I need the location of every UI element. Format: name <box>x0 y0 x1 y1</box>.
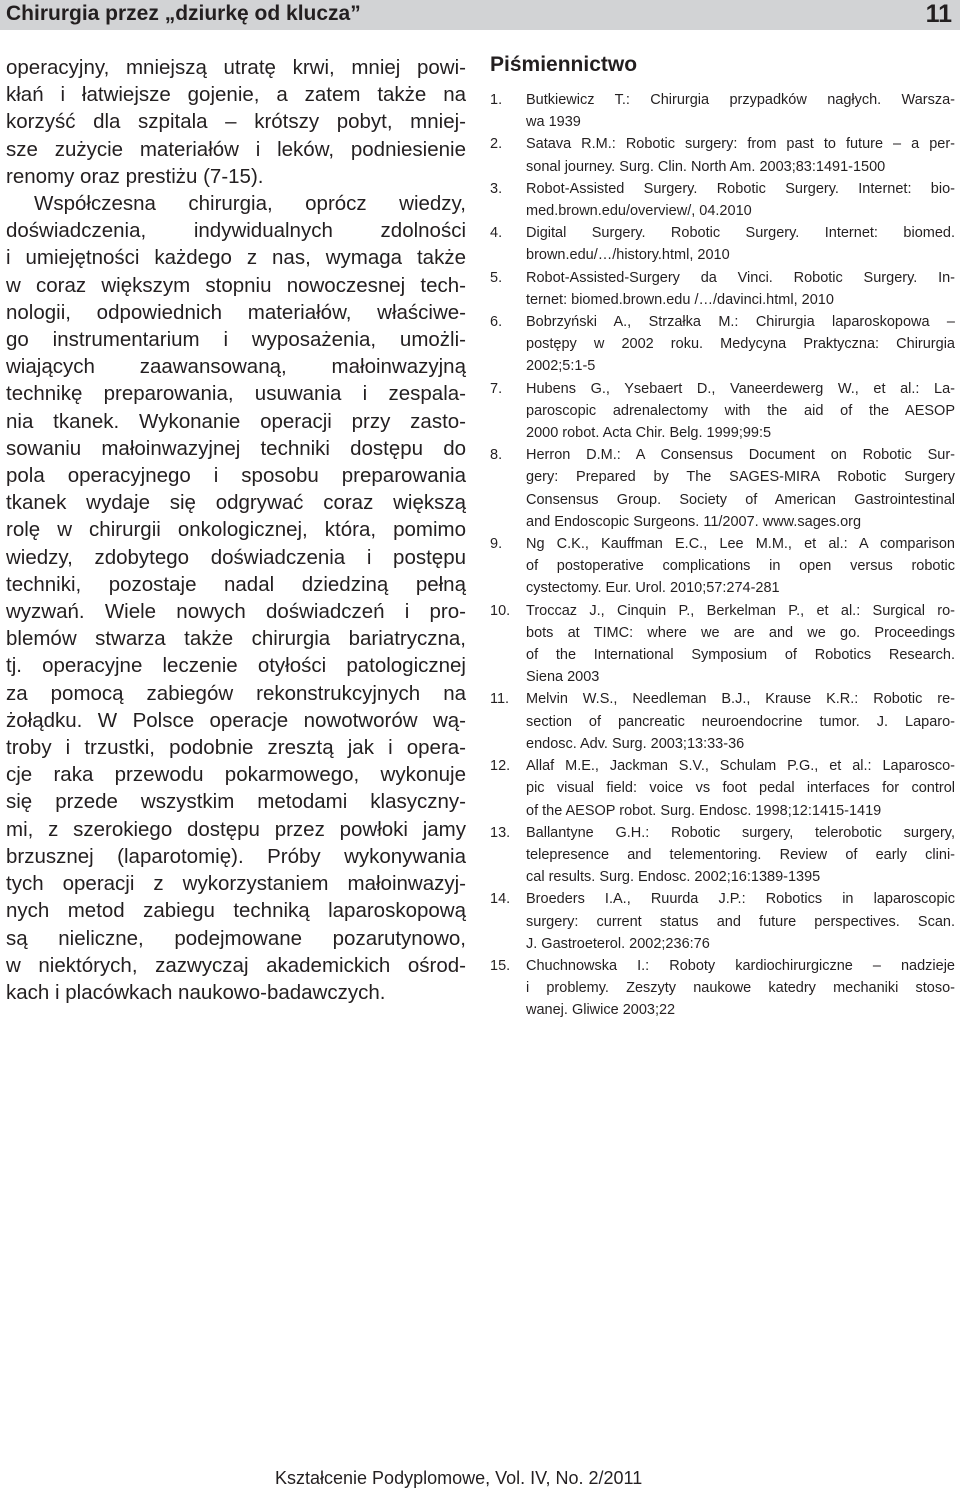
reference-item <box>490 378 955 445</box>
reference-item <box>490 222 955 266</box>
reference-text-line: gery: Prepared by The SAGES-MIRA Robotic Surgery <box>526 469 955 486</box>
reference-text-line: Satava R.M.: Robotic surgery: from past to future – a per- <box>526 136 955 153</box>
body-text-line: za pomocą zabiegów rekonstrukcyjnych na <box>6 681 466 705</box>
reference-number: 2. <box>490 136 503 153</box>
body-text-column <box>6 54 466 1006</box>
reference-text-line: Butkiewicz T.: Chirurgia przypadków nagłych. Warsza- <box>526 92 955 108</box>
reference-text-line: i problemy. Zeszyty naukowe katedry mechaniki stoso- <box>526 980 955 997</box>
reference-text-line: Chuchnowska I.: Roboty kardiochirurgiczne – nadzieje <box>526 957 955 974</box>
body-text-line: sze zużycie materiałów i leków, podniesienie <box>6 137 466 161</box>
reference-text-line: Siena 2003 <box>526 669 600 686</box>
body-text-line: się przede wszystkim metodami klasyczny- <box>6 790 466 814</box>
running-header-title: Chirurgia przez „dziurkę od klucza” <box>6 2 361 25</box>
running-header <box>0 0 960 30</box>
reference-text-line: Herron D.M.: A Consensus Document on Robotic Sur- <box>526 447 955 464</box>
reference-text-line: 2002;5:1-5 <box>526 358 596 375</box>
body-text-line: doświadczenia, indywidualnych zdolności <box>6 219 466 243</box>
reference-text-line: postępy w 2002 roku. Medycyna Praktyczna: Chirurgia <box>526 336 955 353</box>
body-text-line: w coraz większym stopniu nowoczesnej tech- <box>6 273 466 297</box>
reference-text-line: cal results. Surg. Endosc. 2002;16:1389-1395 <box>526 869 821 886</box>
reference-text-line: wanej. Gliwice 2003;22 <box>526 1002 676 1019</box>
reference-item <box>490 600 955 689</box>
body-text-line: kach i placówkach naukowo-badawczych. <box>6 980 386 1004</box>
reference-text-line: Ballantyne G.H.: Robotic surgery, telerobotic surgery, <box>526 824 955 841</box>
reference-text-line: Hubens G., Ysebaert D., Vaneerdewerg W., et al.: La- <box>526 380 955 397</box>
reference-text-line: Bobrzyński A., Strzałka M.: Chirurgia laparoskopowa – <box>526 314 955 331</box>
reference-text-line: surgery: current status and future perspectives. Scan. <box>526 913 955 930</box>
reference-text-line: Consensus Group. Society of American Gastrointestinal <box>526 491 955 508</box>
reference-text-line: cystectomy. Eur. Urol. 2010;57:274-281 <box>526 580 780 597</box>
reference-text-line: Broeders I.A., Ruurda J.P.: Robotics in laparoscopic <box>526 891 955 908</box>
reference-item <box>490 755 955 822</box>
reference-item <box>490 267 955 311</box>
reference-text-line: of the AESOP robot. Surg. Endosc. 1998;12:1415-1419 <box>526 802 882 819</box>
body-text-line: tj. operacyjne leczenie otyłości patologicznej <box>6 654 466 678</box>
reference-number: 10. <box>490 602 511 619</box>
body-text-line: mi, z szerokiego dostępu przez powłoki jamy <box>6 817 466 841</box>
reference-item <box>490 888 955 955</box>
reference-item <box>490 955 955 1022</box>
body-text-line: nych metod zabiegu techniką laparoskopową <box>6 899 466 923</box>
body-text-line: pola operacyjnego i sposobu preparowania <box>6 464 466 488</box>
reference-item <box>490 533 955 600</box>
body-text-line: i umiejętności każdego z nas, wymaga także <box>6 246 466 270</box>
reference-number: 9. <box>490 536 503 553</box>
reference-number: 1. <box>490 92 503 108</box>
reference-number: 11. <box>490 691 510 708</box>
reference-text-line: J. Gastroeterol. 2002;236:76 <box>526 935 710 952</box>
body-text-line: operacyjny, mniejszą utratę krwi, mniej powi- <box>6 56 466 79</box>
reference-item <box>490 822 955 889</box>
body-text-line: w niektórych, zazwyczaj akademickich ośrod- <box>6 953 466 977</box>
reference-text-line: and Endoscopic Surgeons. 11/2007. www.sages.org <box>526 513 862 530</box>
reference-item <box>490 178 955 222</box>
reference-item <box>490 133 955 177</box>
body-text-line: nia tkanek. Wykonanie operacji przy zasto- <box>6 409 466 433</box>
reference-text-line: endosc. Adv. Surg. 2003;13:33-36 <box>526 735 745 752</box>
reference-number: 14. <box>490 891 511 908</box>
reference-number: 13. <box>490 824 511 841</box>
journal-footer: Kształcenie Podyplomowe, Vol. IV, No. 2/2011 <box>275 1468 643 1488</box>
body-text-line: sowaniu małoinwazyjnej techniki dostępu do <box>6 436 466 460</box>
body-text-line: Współczesna chirurgia, oprócz wiedzy, <box>34 192 466 216</box>
reference-number: 4. <box>490 225 503 242</box>
reference-number: 15. <box>490 957 511 974</box>
body-text-line: cje raka przewodu pokarmowego, wykonuje <box>6 763 466 787</box>
reference-text-line: wa 1939 <box>526 114 581 131</box>
reference-text-line: Digital Surgery. Robotic Surgery. Internet: biomed. <box>526 225 955 242</box>
reference-text-line: of the International Symposium of Robotics Research. <box>526 647 955 664</box>
body-text-line: rolę w chirurgii onkologicznej, która, pomimo <box>6 518 466 542</box>
reference-text-line: ternet: biomed.brown.edu /…/davinci.html, 2010 <box>526 291 834 308</box>
reference-text-line: Robot-Assisted Surgery. Robotic Surgery. Internet: bio- <box>526 180 955 197</box>
body-text-line: techniki, pozostaje nadal dziedziną pełną <box>6 572 466 596</box>
reference-text-line: Melvin W.S., Needleman B.J., Krause K.R.: Robotic re- <box>526 691 955 708</box>
page-number: 11 <box>925 0 952 28</box>
reference-text-line: section of pancreatic neuroendocrine tumor. J. Laparo- <box>526 713 955 730</box>
reference-item <box>490 89 955 133</box>
body-text-line: żołądku. W Polsce operacje nowotworów wą- <box>6 708 466 732</box>
reference-number: 3. <box>490 180 503 197</box>
reference-text-line: pic visual field: voice vs foot pedal interfaces for control <box>526 780 955 797</box>
reference-number: 5. <box>490 269 503 286</box>
body-text-line: wyzwań. Wiele nowych doświadczeń i pro- <box>6 600 466 624</box>
reference-text-line: bots at TIMC: where we are and we go. Proceedings <box>526 624 955 641</box>
references-heading: Piśmiennictwo <box>490 53 638 76</box>
body-text-line: blemów stwarza także chirurgia bariatryczna, <box>6 627 466 651</box>
body-text-line: wiających zaawansowaną, małoinwazyjną <box>6 355 466 379</box>
body-text-line: go instrumentarium i wyposażenia, umożli- <box>6 328 466 352</box>
body-text-line: korzyść dla szpitala – krótszy pobyt, mniej- <box>6 110 466 134</box>
reference-text-line: med.brown.edu/overview/, 04.2010 <box>526 203 752 220</box>
reference-number: 7. <box>490 380 503 397</box>
body-text-line: są nieliczne, podejmowane pozarutynowo, <box>6 926 466 950</box>
reference-number: 6. <box>490 314 503 331</box>
reference-text-line: Ng C.K., Kauffman E.C., Lee M.M., et al.: A comparison <box>526 536 955 553</box>
reference-item <box>490 688 955 755</box>
body-text-line: nologii, odpowiednich materiałów, właściwe- <box>6 300 466 324</box>
body-text-line: kłań i łatwiejsze gojenie, a zatem także na <box>6 83 466 107</box>
body-text-line: technikę preparowania, usuwania i zespala- <box>6 382 466 406</box>
body-text-line: troby i trzustki, podobnie zresztą jak i opera- <box>6 736 466 760</box>
references-list <box>490 89 955 1022</box>
body-text-line: brzusznej (laparotomię). Próby wykonywania <box>6 844 466 868</box>
reference-number: 8. <box>490 447 503 464</box>
reference-text-line: paroscopic adrenalectomy with the aid of the AESOP <box>526 402 955 419</box>
body-text-line: tych operacji z wykorzystaniem małoinwazyj- <box>6 872 466 896</box>
reference-number: 12. <box>490 758 511 775</box>
reference-item <box>490 444 955 533</box>
reference-text-line: sonal journey. Surg. Clin. North Am. 2003;83:1491-1500 <box>526 158 886 175</box>
reference-item <box>490 311 955 378</box>
reference-text-line: 2000 robot. Acta Chir. Belg. 1999;99:5 <box>526 425 772 442</box>
reference-text-line: brown.edu/…/history.html, 2010 <box>526 247 730 264</box>
reference-text-line: Robot-Assisted-Surgery da Vinci. Robotic Surgery. In- <box>526 269 955 286</box>
reference-text-line: Allaf M.E., Jackman S.V., Schulam P.G., et al.: Laparosco- <box>526 758 955 775</box>
reference-text-line: telepresence and telementoring. Review of early clini- <box>526 846 955 863</box>
body-text-line: wiedzy, zdobytego doświadczenia i postępu <box>6 545 466 569</box>
body-text-line: tkanek wydaje się odgrywać coraz większą <box>6 491 466 515</box>
body-text-line: renomy oraz prestiżu (7-15). <box>6 164 264 188</box>
reference-text-line: Troccaz J., Cinquin P., Berkelman P., et al.: Surgical ro- <box>526 602 955 619</box>
reference-text-line: of postoperative complications in open versus robotic <box>526 558 955 575</box>
